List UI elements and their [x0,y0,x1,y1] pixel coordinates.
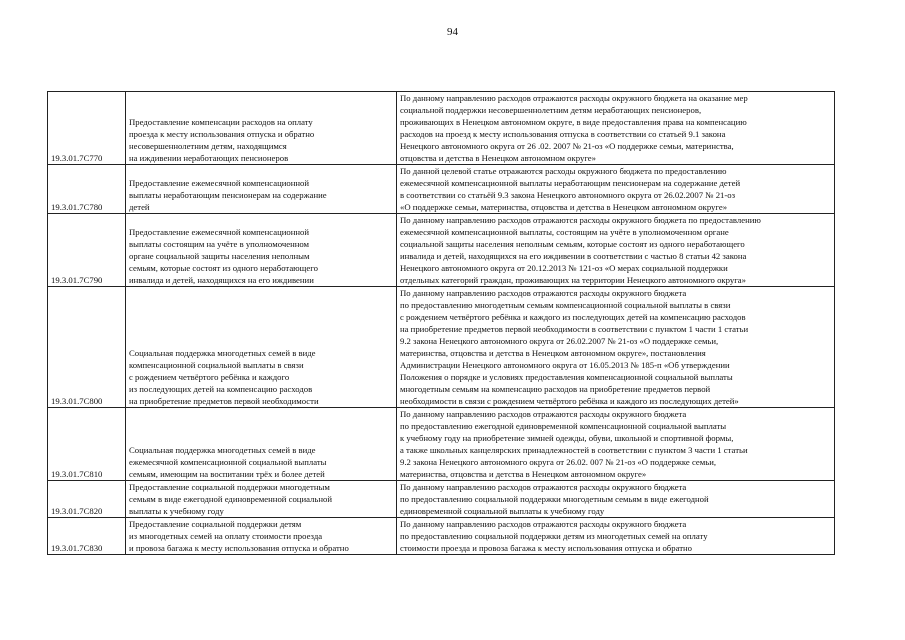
table-row [48,165,835,214]
description-line: к учебному году на приобретение зимней одежды, обуви, школьной и спортивной формы, [400,433,734,443]
target-article-code: 19.3.01.7С780 [48,165,126,214]
target-article-description [397,518,835,555]
target-article-code: 19.3.01.7С790 [48,214,126,287]
name-line: ежемесячной компенсационной социальной выплаты [129,457,327,467]
name-line: Предоставление социальной поддержки многодетным [129,482,330,492]
description-line: «О поддержке семьи, материнства, отцовства и детства в Ненецком автономном округе» [400,202,728,212]
description-line: отдельных категорий граждан, проживающих на территории Ненецкого автономного округа» [400,275,746,285]
description-line: По данной целевой статье отражаются расходы окружного бюджета по предоставлению [400,166,727,176]
description-line: материнства, отцовства и детства в Ненецком автономном округе» [400,469,647,479]
table-row [48,287,835,408]
name-line: детей [129,202,150,212]
table-body [48,92,835,555]
name-line: Предоставление социальной поддержки детям [129,519,302,529]
name-line: проезда к месту использования отпуска и обратно [129,129,315,139]
budget-classification-table [47,91,835,555]
table-row [48,214,835,287]
name-line: и провоза багажа к месту использования отпуска и обратно [129,543,349,553]
name-line: из последующих детей на компенсацию расходов [129,384,313,394]
target-article-description [397,408,835,481]
table-row [48,518,835,555]
name-line: семьям, которые состоят из одного неработающего [129,263,318,273]
description-line: 9.2 закона Ненецкого автономного округа от 26.02.2007 № 21-оз «О поддержке семьи, [400,336,719,346]
target-article-name [126,92,397,165]
name-line: выплаты к учебному году [129,506,224,516]
name-line: семьям в виде ежегодной единовременной социальной [129,494,332,504]
target-article-code: 19.3.01.7С770 [48,92,126,165]
target-article-code: 19.3.01.7С800 [48,287,126,408]
name-line: органе социальной защиты населения неполным [129,251,310,261]
description-line: на приобретение предметов первой необходимости в соответствии с пунктом 1 части 1 статьи [400,324,749,334]
target-article-name [126,287,397,408]
name-line: Предоставление ежемесячной компенсационной [129,227,310,237]
description-line: По данному направлению расходов отражаются расходы окружного бюджета [400,288,687,298]
description-line: ежемесячной компенсационной выплаты, состоящим на учёте в уполномоченном органе [400,227,729,237]
name-line: на иждивении неработающих пенсионеров [129,153,289,163]
description-line: стоимости проезда и провоза багажа к месту использования отпуска и обратно [400,543,692,553]
description-line: Ненецкого автономного округа от 26 .02. 2007 № 21-оз «О поддержке семьи, материнства, [400,141,734,151]
target-article-name [126,518,397,555]
description-line: По данному направлению расходов отражаются расходы окружного бюджета [400,519,687,529]
table-row [48,481,835,518]
description-line: с рождением четвёртого ребёнка и каждого из последующих детей на компенсацию расходов [400,312,746,322]
description-line: многодетным семьям на компенсацию расходов на приобретение предметов первой [400,384,711,394]
target-article-code: 19.3.01.7С820 [48,481,126,518]
name-line: на приобретение предметов первой необходимости [129,396,319,406]
name-line: Социальная поддержка многодетных семей в виде [129,445,316,455]
name-line: инвалида и детей, находящихся на его иждивении [129,275,314,285]
description-line: материнства, отцовства и детства в Ненецком автономном округе», постановления [400,348,706,358]
name-line: из многодетных семей на оплату стоимости проезда [129,531,323,541]
name-line: Предоставление компенсации расходов на оплату [129,117,313,127]
description-line: необходимости в связи с рождением четвёртого ребёнка и каждого из последующих детей» [400,396,739,406]
description-line: ежемесячной компенсационной выплаты неработающим пенсионерам на содержание детей [400,178,741,188]
table-row [48,92,835,165]
name-line: компенсационной социальной выплаты в связи [129,360,304,370]
description-line: по предоставлению многодетным семьям компенсационной социальной выплаты в связи [400,300,731,310]
target-article-description [397,481,835,518]
target-article-name [126,165,397,214]
name-line: с рождением четвёртого ребёнка и каждого [129,372,290,382]
description-line: По данному направлению расходов отражаются расходы окружного бюджета по предоставлению [400,215,761,225]
description-line: проживающих в Ненецком автономном округе, в виде предоставления права на компенсацию [400,117,747,127]
description-line: По данному направлению расходов отражаются расходы окружного бюджета на оказание мер [400,93,748,103]
target-article-description [397,92,835,165]
description-line: единовременной социальной выплаты к учебному году [400,506,605,516]
name-line: семьям, имеющим на воспитании трёх и более детей [129,469,325,479]
description-line: расходов на проезд к месту использования отпуска в соответствии со статьей 9.1 закона [400,129,726,139]
description-line: а также школьных канцелярских принадлежностей в соответствии с пунктом 3 части 1 статьи [400,445,748,455]
description-line: по предоставлению социальной поддержки многодетным семьям в виде ежегодной [400,494,709,504]
description-line: Положения о порядке и условиях предоставления компенсационной социальной выплаты [400,372,733,382]
target-article-name [126,214,397,287]
table-row [48,408,835,481]
page-number: 94 [447,26,458,38]
name-line: Предоставление ежемесячной компенсационной [129,178,310,188]
name-line: выплаты неработающим пенсионерам на содержание [129,190,327,200]
description-line: Ненецкого автономного округа от 20.12.2013 № 121-оз «О мерах социальной поддержки [400,263,728,273]
description-line: по предоставлению социальной поддержки детям из многодетных семей на оплату [400,531,708,541]
target-article-description [397,287,835,408]
description-line: по предоставлению ежегодной единовременной компенсационной социальной выплаты [400,421,727,431]
name-line: несовершеннолетним детям, находящимся [129,141,287,151]
description-line: в соответствии со статьёй 9.3 закона Ненецкого автономного округа от 26.02.2007 № 21-оз [400,190,736,200]
description-line: 9.2 закона Ненецкого автономного округа от 26.02. 007 № 21-оз «О поддержке семьи, [400,457,717,467]
name-line: Социальная поддержка многодетных семей в виде [129,348,316,358]
description-line: инвалида и детей, находящихся на его иждивении в соответствии с частью 8 статьи 42 закона [400,251,747,261]
description-line: Администрации Ненецкого автономного округа от 16.05.2013 № 185-п «Об утверждении [400,360,730,370]
target-article-code: 19.3.01.7С830 [48,518,126,555]
target-article-description [397,214,835,287]
target-article-name [126,481,397,518]
target-article-name [126,408,397,481]
target-article-code: 19.3.01.7С810 [48,408,126,481]
name-line: выплаты состоящим на учёте в уполномоченном [129,239,310,249]
target-article-description [397,165,835,214]
description-line: По данному направлению расходов отражаются расходы окружного бюджета [400,409,687,419]
description-line: отцовства и детства в Ненецком автономном округе» [400,153,596,163]
description-line: социальной защиты населения неполным семьям, которые состоят из одного неработающего [400,239,745,249]
description-line: По данному направлению расходов отражаются расходы окружного бюджета [400,482,687,492]
description-line: социальной поддержки несовершеннолетним детям неработающих пенсионеров, [400,105,702,115]
